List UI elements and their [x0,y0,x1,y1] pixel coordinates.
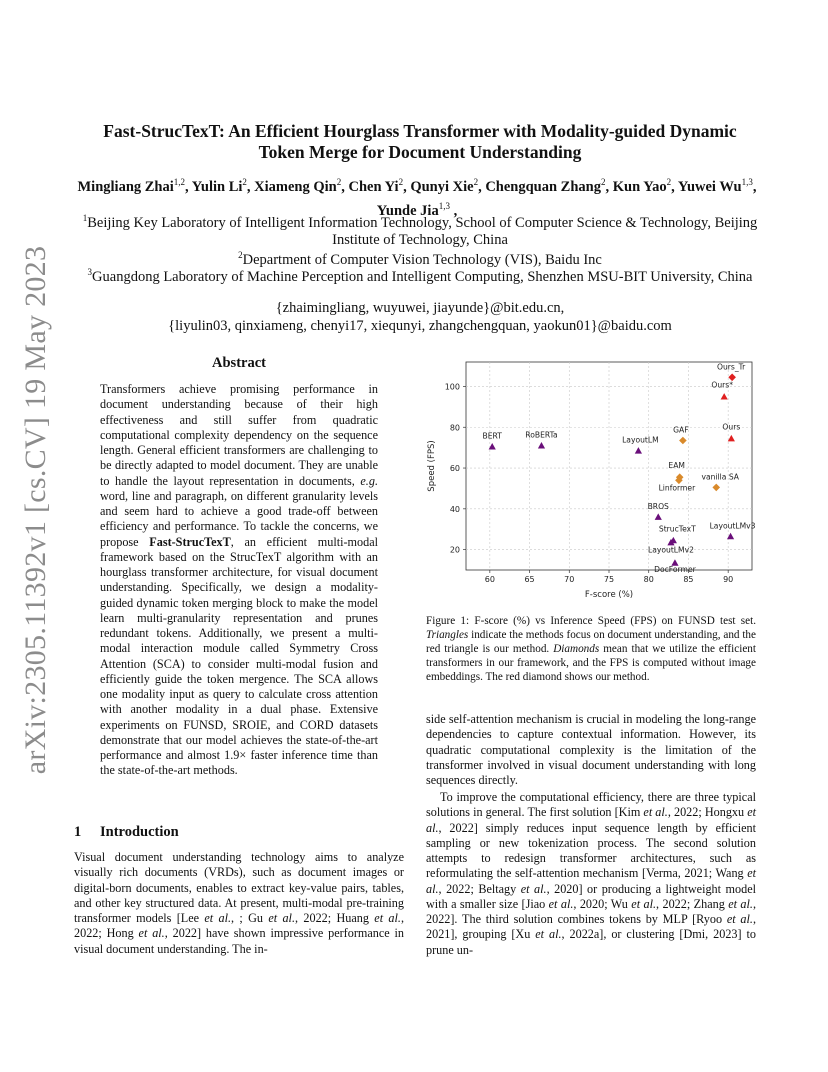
fscore-vs-speed-scatter-chart [420,356,760,606]
arxiv-stamp [16,230,56,790]
y-tick-label: 40 [449,504,460,514]
x-tick-label: 85 [683,575,694,584]
y-axis-label: Speed (FPS) [427,440,437,492]
author: Xiameng Qin$^2$ [254,177,342,195]
affiliation-2: $^2$Department of Computer Vision Technology (VIS), Baidu Inc [238,250,602,268]
y-tick-label: 20 [449,545,460,555]
x-tick-label: 65 [524,575,535,584]
affiliation-3: $^3$Guangdong Laboratory of Machine Perception and Intelligent Computing, Shenzhen MSU-BIT University, China [87,267,753,285]
author: Chen Yi$^2$ [348,177,404,195]
arxiv-stamp-text: arXiv:2305.11392v1 [cs.CV] 19 May 2023 [19,245,52,775]
email-line-1: {zhaimingliang, wuyuwei, jiayunde}@bit.edu.cn, [275,300,565,316]
author-list: Mingliang Zhai$^{1,2}$, Yulin Li$^2$, Xiameng Qin$^2$, Chen Yi$^2$, Qunyi Xie$^2$, Chengquan Zhang$^2$, Kun Yao$^2$, Yuwei Wu$^{1,3}$, Yunde Jia$^{1,3}$ , [77,177,757,219]
point-label-eam: EAM [668,461,685,471]
y-tick-label: 100 [444,382,460,392]
affiliation-1: $^1$Beijing Key Laboratory of Intelligent Information Technology, School of Computer Science & Technology, Beijing Institute of Technology, China [82,213,758,248]
x-tick-label: 80 [643,575,654,584]
y-tick-label: 80 [449,423,460,433]
paper-title: Fast-StrucTexT: An Efficient Hourglass Transformer with Modality-guided Dynamic Token Merge for Document Understanding [103,121,737,162]
body-paragraph-1: side self-attention mechanism is crucial in modeling the long-range dependencies to capture contextual information. However, its quadratic computational complexity is the limitation of the transformer involved in visual document understanding with long sequences directly. [426,712,756,787]
point-label-layoutlmv2: LayoutLMv2 [647,545,694,555]
point-label-ours-tr: Ours_Tr [716,362,746,372]
point-label-docformer: DocFormer [654,564,696,574]
point-label-bert: BERT [482,431,502,441]
figure-caption: Figure 1: F-score (%) vs Inference Speed (FPS) on FUNSD test set. Triangles indicate the methods focus on document understanding, and the red triangle is our method. Diamonds mean that we utilize the efficient transformers in our framework, and the FPS is computed without image embeddings. The red diamond shows our method. [426,615,756,683]
point-label-vanilla-sa: vanilla SA [701,472,740,482]
abstract-body: Transformers achieve promising performance in document understanding because of their high effectiveness and still suffer from quadratic computational complexity dependency on the sequence length. General efficient transformers are challenging to be directly adapted to model document. They are unable to handle the layout representation in documents, e.g. word, line and paragraph, on different granularity levels and seem hard to achieve a good trade-off between efficiency and performance. To tackle the concerns, we propose Fast-StrucTexT, an efficient multi-modal framework based on the StrucTexT algorithm with an hourglass transformer architecture, for visual document understanding. Specifically, we design a modality-guided dynamic token merging block to make the model learn multi-granularity representation and prunes redundant tokens. Additionally, we present a multi-modal interaction module called Symmetry Cross Attention (SCA) to consider multi-modal fusion and efficiently guide the token mergence. The SCA allows one modality input as query to calculate cross attention with another modality in a dual phase. Extensive experiments on FUNSD, SROIE, and CORD datasets demonstrate that our model achieves the state-of-the-art performance and almost 1.9× faster inference time than the state-of-the-art methods. [100,382,378,778]
x-tick-label: 75 [603,575,615,584]
point-label-structext: StrucTexT [658,524,696,534]
point-label-roberta: RoBERTa [525,430,558,440]
section-heading-introduction: 1 Introduction [74,824,179,840]
abstract-heading: Abstract [212,355,266,371]
x-tick-label: 70 [564,575,575,584]
author: Yuwei Wu$^{1,3}$ [677,177,753,195]
author: Chengquan Zhang$^2$ [485,177,606,195]
x-axis-label: F-score (%) [584,590,634,600]
point-label-linformer: Linformer [658,483,696,493]
point-label-ours-: Ours* [711,380,734,390]
point-label-gaf: GAF [673,425,689,435]
point-label-bros: BROS [647,501,669,511]
author: Kun Yao$^2$ [612,177,672,195]
introduction-body: Visual document understanding technology aims to analyze visually rich documents (VRDs), such as document images or digital-born documents, enables to extract key-value pairs, tables, and other key structured data. At present, multi-modal pre-training transformer models [Lee et al., ; Gu et al., 2022; Huang et al., 2022; Hong et al., 2022] have shown impressive performance in visual document understanding. The in- [74,850,405,956]
x-tick-label: 60 [484,575,495,584]
x-tick-label: 90 [723,575,734,584]
author: Yunde Jia$^{1,3}$ [376,200,450,219]
point-label-ours: Ours [722,422,741,432]
point-label-layoutlm: LayoutLM [622,435,659,445]
body-paragraph-2: To improve the computational efficiency, there are three typical solutions in general. The first solution [Kim et al., 2022; Hongxu et al., 2022] simply reduces input sequence length by efficient sampling or new tokenization process. The second solution attempts to redesign transformer architectures, such as reformulating the self-attention mechanism [Verma, 2021; Wang et al., 2022; Beltagy et al., 2020] or producing a lightweight model with a smaller size [Jiao et al., 2020; Wu et al., 2022; Zhang et al., 2022]. The third solution combines tokens by MLP [Ryoo et al., 2021], grouping [Xu et al., 2022a], or clustering [Dmi, 2023] to prune un- [426,790,756,957]
email-line-2: {liyulin03, qinxiameng, chenyi17, xiequnyi, zhangchengquan, yaokun01}@baidu.com [168,318,672,334]
author: Qunyi Xie$^2$ [410,177,479,195]
author: Mingliang Zhai$^{1,2}$ [77,177,186,195]
y-tick-label: 60 [449,464,460,474]
point-label-layoutlmv3: LayoutLMv3 [709,521,756,531]
author: Yulin Li$^2$ [191,177,247,195]
